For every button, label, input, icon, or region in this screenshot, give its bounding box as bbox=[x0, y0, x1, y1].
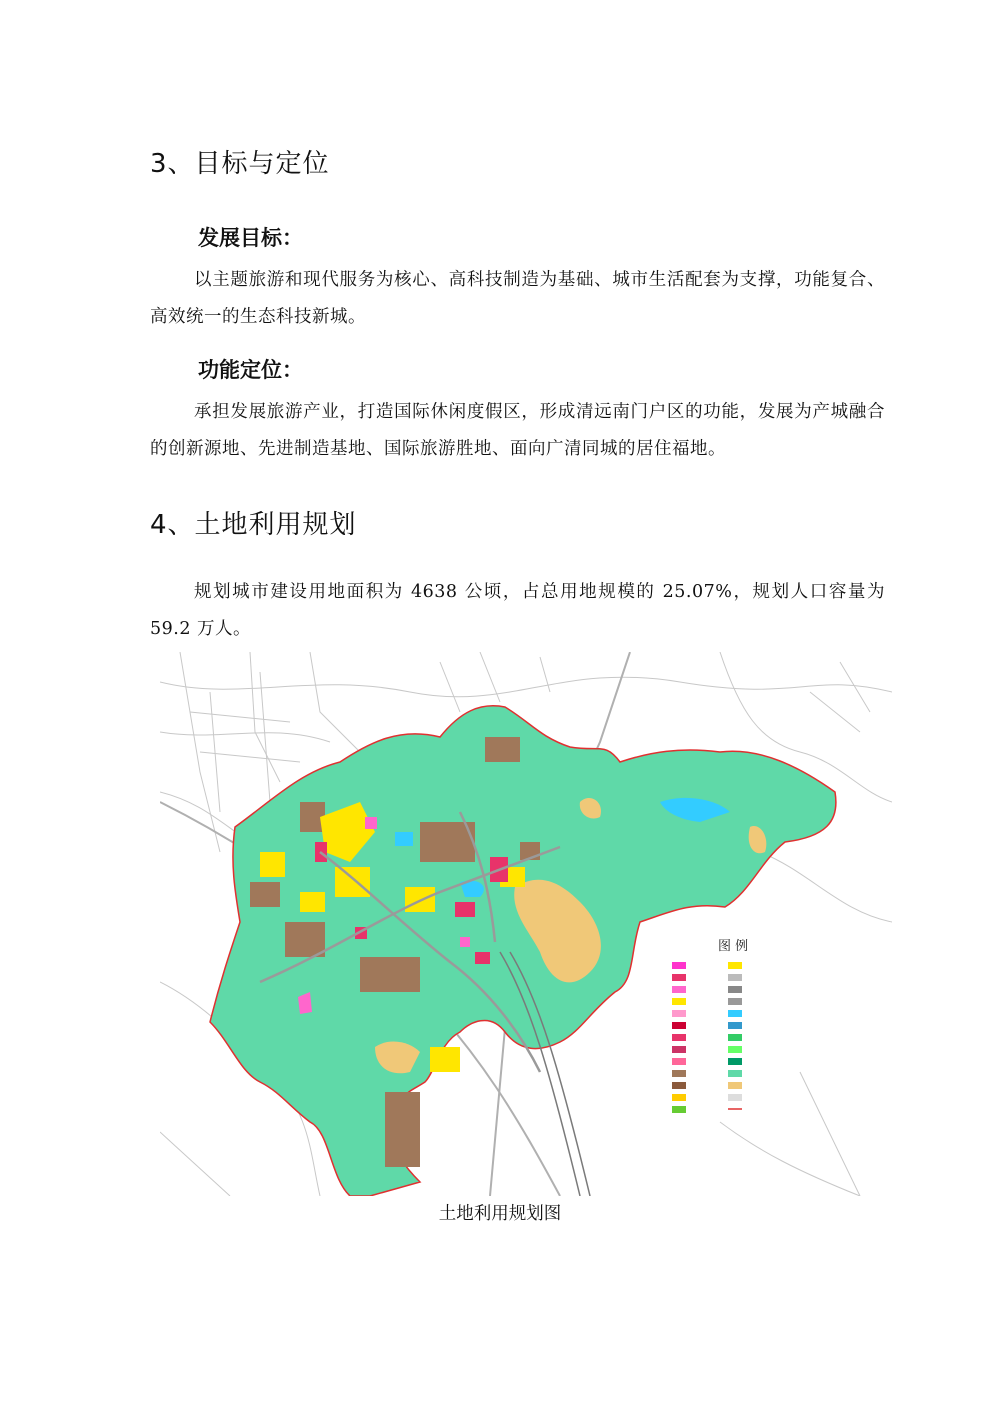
figure-caption: 土地利用规划图 bbox=[438, 1204, 562, 1224]
land-use-plan-map bbox=[160, 652, 892, 1196]
legend-title: 图 例 bbox=[718, 939, 749, 954]
goal-paragraph: 以主题旅游和现代服务为核心、高科技制造为基础、城市生活配套为支撑，功能复合、高效统一的生态科技新城。 bbox=[150, 270, 885, 327]
goal-subheading: 发展目标： bbox=[198, 226, 303, 250]
landuse-paragraph: 规划城市建设用地面积为 4638 公顷，占总用地规模的 25.07%，规划人口容量为 59.2 万人。 bbox=[150, 582, 885, 639]
positioning-paragraph: 承担发展旅游产业，打造国际休闲度假区，形成清远南门户区的功能，发展为产城融合的创新源地、先进制造基地、国际旅游胜地、面向广清同城的居住福地。 bbox=[150, 402, 885, 459]
section-heading-3: 3、目标与定位 bbox=[150, 149, 330, 179]
positioning-subheading: 功能定位： bbox=[198, 358, 303, 382]
section-heading-4: 4、土地利用规划 bbox=[150, 510, 357, 540]
